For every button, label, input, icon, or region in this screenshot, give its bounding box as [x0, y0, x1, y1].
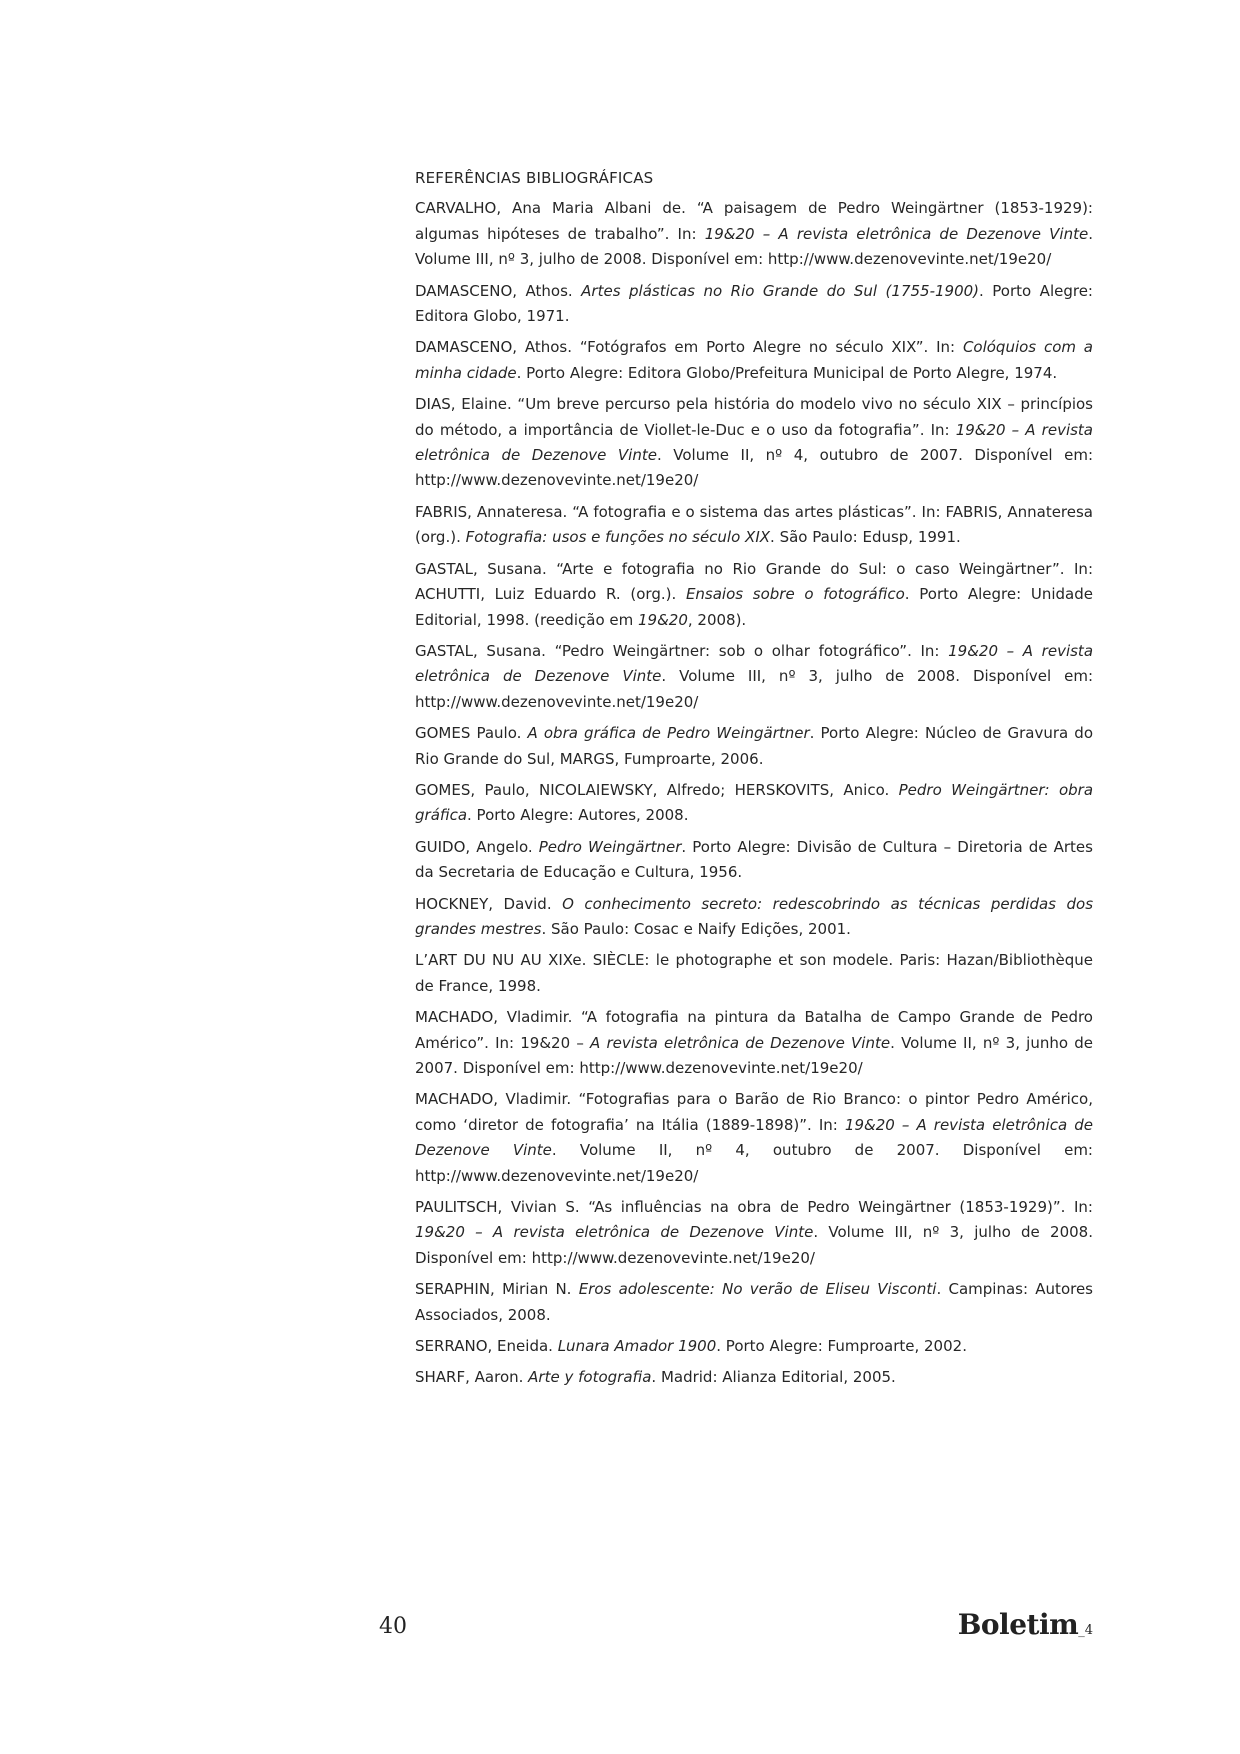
reference-text: SHARF, Aaron.: [415, 1368, 529, 1387]
reference-text: DAMASCENO, Athos. “Fotógrafos em Porto Alegre no século XIX”. In:: [415, 338, 963, 357]
reference-text: MACHADO, Vladimir. “Fotografias para o Barão de Rio Branco: o pintor Pedro Américo, como ‘diretor de fotografia’ na Itália (1889-1898)”. In:: [415, 1090, 1093, 1134]
reference-text: MACHADO, Vladimir. “A fotografia na pintura da Batalha de Campo Grande de Pedro Américo”. In: 19&20 –: [415, 1008, 1093, 1052]
reference-entry: [415, 1277, 1093, 1328]
reference-title: 19&20 – A revista eletrônica de Dezenove Vinte: [415, 1115, 1094, 1160]
reference-text: . Volume III, nº 3, julho de 2008. Disponível em: http://www.dezenovevinte.net/19e20/: [415, 667, 1094, 711]
reference-text: GASTAL, Susana. “Pedro Weingärtner: sob o olhar fotográfico”. In:: [415, 641, 949, 660]
reference-title: Pedro Weingärtner: [538, 837, 682, 856]
reference-entry: [415, 721, 1093, 772]
reference-entry: [415, 557, 1093, 633]
reference-title: Arte y fotografia: [528, 1368, 652, 1387]
reference-entry: [415, 1334, 1093, 1359]
reference-title: 19&20 – A revista eletrônica de Dezenove Vinte: [704, 224, 1089, 243]
reference-title: Pedro Weingärtner: obra gráfica: [415, 780, 1094, 825]
reference-entry: [415, 948, 1093, 999]
reference-text: GOMES, Paulo, NICOLAIEWSKY, Alfredo; HERSKOVITS, Anico.: [415, 780, 899, 799]
reference-title: Fotografia: usos e funções no século XIX: [465, 528, 771, 547]
reference-text: DIAS, Elaine. “Um breve percurso pela história do modelo vivo no século XIX – princípios do método, a importância de Viollet-le-Duc e o uso da fotografia”. In:: [415, 395, 1093, 439]
reference-text: GOMES Paulo.: [415, 724, 528, 743]
reference-text: . São Paulo: Edusp, 1991.: [770, 528, 961, 547]
journal-issue: _4: [1078, 1623, 1093, 1638]
reference-text: SERAPHIN, Mirian N.: [415, 1280, 579, 1299]
reference-text: . Porto Alegre: Fumproarte, 2002.: [716, 1337, 967, 1356]
reference-text: GASTAL, Susana. “Arte e fotografia no Rio Grande do Sul: o caso Weingärtner”. In: ACHUTTI, Luiz Eduardo R. (org.).: [415, 559, 1093, 604]
reference-text: . São Paulo: Cosac e Naify Edições, 2001.: [541, 919, 851, 938]
reference-text: CARVALHO, Ana Maria Albani de. “A paisagem de Pedro Weingärtner (1853-1929): algumas hipóteses de trabalho”. In:: [415, 199, 1093, 243]
references-heading: REFERÊNCIAS BIBLIOGRÁFICAS: [415, 169, 654, 187]
reference-title: Colóquios com a minha cidade: [415, 338, 1093, 382]
reference-text: SERRANO, Eneida.: [415, 1337, 558, 1356]
reference-title: 19&20 – A revista eletrônica de Dezenove Vinte: [415, 641, 1094, 686]
reference-text: . Campinas: Autores Associados, 2008.: [415, 1280, 1093, 1324]
references-list: [415, 196, 1093, 1390]
reference-text: . Porto Alegre: Núcleo de Gravura do Rio Grande do Sul, MARGS, Fumproarte, 2006.: [415, 724, 1094, 768]
reference-title: A revista eletrônica de Dezenove Vinte: [590, 1033, 891, 1052]
reference-text: . Volume III, nº 3, julho de 2008. Disponível em: http://www.dezenovevinte.net/19e20/: [415, 224, 1094, 269]
reference-text: . Volume II, nº 4, outubro de 2007. Disponível em: http://www.dezenovevinte.net/19e20/: [415, 446, 1093, 490]
reference-text: . Porto Alegre: Unidade Editorial, 1998. (reedição em: [415, 585, 1093, 629]
reference-entry: [415, 1195, 1093, 1271]
reference-entry: [415, 778, 1093, 829]
reference-title: 19&20 – A revista eletrônica de Dezenove Vinte: [415, 1223, 814, 1242]
reference-text: . Porto Alegre: Editora Globo, 1971.: [415, 281, 1093, 326]
reference-entry: [415, 196, 1093, 272]
reference-title: Artes plásticas no Rio Grande do Sul (1755-1900): [581, 281, 980, 300]
reference-text: DAMASCENO, Athos.: [415, 281, 582, 300]
reference-title: O conhecimento secreto: redescobrindo as técnicas perdidas dos grandes mestres: [415, 894, 1094, 938]
reference-text: . Porto Alegre: Editora Globo/Prefeitura Municipal de Porto Alegre, 1974.: [516, 363, 1058, 382]
reference-text: GUIDO, Angelo.: [415, 837, 539, 856]
reference-entry: [415, 1005, 1093, 1081]
reference-title: Lunara Amador 1900: [557, 1337, 717, 1356]
references-section: [415, 166, 1093, 1397]
reference-entry: [415, 335, 1093, 386]
reference-title: Ensaios sobre o fotográfico: [685, 585, 905, 604]
reference-text: , 2008).: [687, 610, 747, 629]
reference-text: HOCKNEY, David.: [415, 894, 563, 913]
reference-entry: [415, 639, 1093, 715]
reference-entry: [415, 1365, 1093, 1390]
page-number: 40: [379, 1614, 407, 1639]
reference-entry: [415, 392, 1093, 494]
reference-text: . Volume II, nº 4, outubro de 2007. Disponível em: http://www.dezenovevinte.net/19e20/: [415, 1141, 1093, 1185]
reference-title: 19&20 – A revista eletrônica de Dezenove Vinte: [415, 420, 1094, 465]
reference-title: A obra gráfica de Pedro Weingärtner: [527, 724, 810, 743]
journal-name: Boletim: [957, 1608, 1079, 1641]
reference-text: L’ART DU NU AU XIXe. SIÈCLE: le photographe et son modele. Paris: Hazan/Bibliothèque de France, 1998.: [415, 951, 1093, 995]
reference-text: . Volume III, nº 3, julho de 2008. Disponível em: http://www.dezenovevinte.net/19e20/: [415, 1223, 1093, 1267]
journal-logo: [958, 1608, 1093, 1641]
reference-title: Eros adolescente: No verão de Eliseu Visconti: [578, 1280, 937, 1299]
reference-text: PAULITSCH, Vivian S. “As influências na obra de Pedro Weingärtner (1853-1929)”. In:: [415, 1198, 1093, 1217]
reference-entry: [415, 500, 1093, 551]
reference-text: . Madrid: Alianza Editorial, 2005.: [651, 1368, 896, 1387]
reference-entry: [415, 279, 1093, 330]
reference-text: . Volume II, nº 3, junho de 2007. Disponível em: http://www.dezenovevinte.net/19e20/: [415, 1033, 1093, 1077]
reference-title: 19&20: [638, 610, 688, 629]
reference-entry: [415, 892, 1093, 943]
reference-text: . Porto Alegre: Autores, 2008.: [467, 806, 689, 825]
reference-entry: [415, 1087, 1093, 1189]
reference-text: . Porto Alegre: Divisão de Cultura – Diretoria de Artes da Secretaria de Educação e Cultura, 1956.: [415, 837, 1093, 882]
reference-text: FABRIS, Annateresa. “A fotografia e o sistema das artes plásticas”. In: FABRIS, Annateresa (org.).: [415, 502, 1093, 547]
reference-entry: [415, 835, 1093, 886]
